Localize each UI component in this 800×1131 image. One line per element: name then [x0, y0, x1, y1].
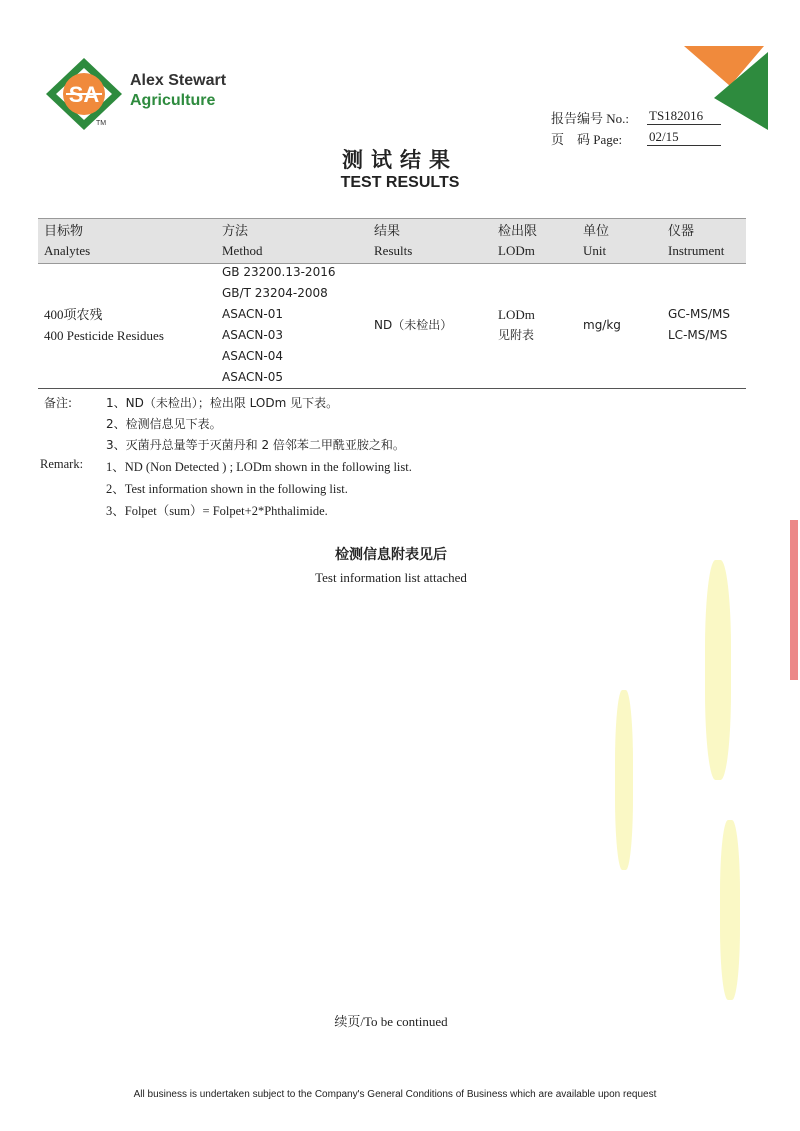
- header-analytes: [44, 222, 90, 260]
- header-instrument: [668, 222, 724, 260]
- svg-text:SA: SA: [68, 82, 100, 107]
- remark-en-item: 1、ND (Non Detected ) ; LODm shown in the following list.: [106, 460, 412, 474]
- results-table-header: [38, 218, 746, 264]
- trademark-mark: TM: [96, 120, 107, 127]
- cell-unit: mg/kg: [583, 318, 621, 332]
- stamp-mark: [720, 820, 740, 1000]
- report-number-label: 报告编号 No.:: [551, 111, 630, 126]
- header-cn: 单位: [583, 224, 610, 239]
- red-seal-edge: [790, 520, 798, 680]
- header-lodm: [498, 222, 537, 260]
- company-name: Alex Stewart: [130, 72, 227, 89]
- instrument-line: GC-MS/MS: [668, 307, 730, 321]
- title-english: TEST RESULTS: [340, 174, 460, 191]
- info-attached-cn: 检测信息附表见后: [335, 547, 447, 563]
- cell-result: ND（未检出）: [374, 318, 453, 332]
- asa-logo-icon: [44, 56, 126, 132]
- header-en: Method: [222, 243, 263, 258]
- header-en: Results: [374, 243, 413, 258]
- cell-instrument: [668, 304, 730, 346]
- report-number: [551, 108, 704, 127]
- header-en: Analytes: [44, 243, 91, 258]
- method-item: ASACN-03: [222, 328, 284, 342]
- cell-analyte: [44, 304, 164, 346]
- info-attached-en: Test information list attached: [315, 570, 467, 585]
- method-item: ASACN-01: [222, 307, 284, 321]
- remark-label-cn: 备注:: [44, 396, 73, 410]
- method-item: ASACN-04: [222, 349, 284, 363]
- remark-en-item: 3、Folpet（sum）= Folpet+2*Phthalimide.: [106, 504, 328, 518]
- cell-methods: [222, 262, 335, 388]
- header-cn: 结果: [374, 224, 401, 239]
- report-number-value: TS182016: [647, 108, 721, 125]
- analyte-cn: 400项农残: [44, 307, 103, 322]
- method-item: ASACN-05: [222, 370, 284, 384]
- lod-line: 见附表: [498, 328, 535, 342]
- method-item: GB/T 23204-2008: [222, 286, 328, 300]
- remark-label-en: Remark:: [40, 457, 84, 471]
- header-method: [222, 222, 262, 260]
- remark-cn-item: 3、灭菌丹总量等于灭菌丹和 2 倍邻苯二甲酰亚胺之和。: [106, 438, 405, 452]
- stamp-mark: [615, 690, 633, 870]
- header-results: [374, 222, 412, 260]
- header-en: Instrument: [668, 243, 725, 258]
- remark-en-item: 2、Test information shown in the following list.: [106, 482, 348, 496]
- stamp-mark: [705, 560, 731, 780]
- header-en: Unit: [583, 243, 607, 258]
- cell-lodm: [498, 304, 535, 346]
- header-cn: 目标物: [44, 224, 84, 239]
- page-number-value: 02/15: [647, 129, 721, 146]
- header-cn: 方法: [222, 224, 249, 239]
- header-unit: [583, 222, 609, 260]
- lod-line: LODm: [498, 307, 535, 322]
- header-cn: 仪器: [668, 224, 695, 239]
- remark-cn-item: 1、ND（未检出）；检出限 LODm 见下表。: [106, 396, 339, 410]
- analyte-en: 400 Pesticide Residues: [44, 328, 164, 343]
- title-chinese: 测试结果: [342, 148, 458, 172]
- page-number-label: 页 码 Page:: [551, 132, 623, 147]
- header-en: LODm: [498, 243, 535, 258]
- instrument-line: LC-MS/MS: [668, 328, 728, 342]
- company-division: Agriculture: [130, 92, 216, 109]
- header-cn: 检出限: [498, 224, 538, 239]
- results-table-body: [38, 262, 746, 389]
- company-logo: [44, 56, 244, 132]
- continued-note: 续页/To be continued: [334, 1014, 448, 1029]
- remark-cn-item: 2、检测信息见下表。: [106, 417, 222, 431]
- method-item: GB 23200.13-2016: [222, 265, 336, 279]
- footer-disclaimer: All business is undertaken subject to the Company's General Conditions of Business which are available upon request: [133, 1089, 657, 1100]
